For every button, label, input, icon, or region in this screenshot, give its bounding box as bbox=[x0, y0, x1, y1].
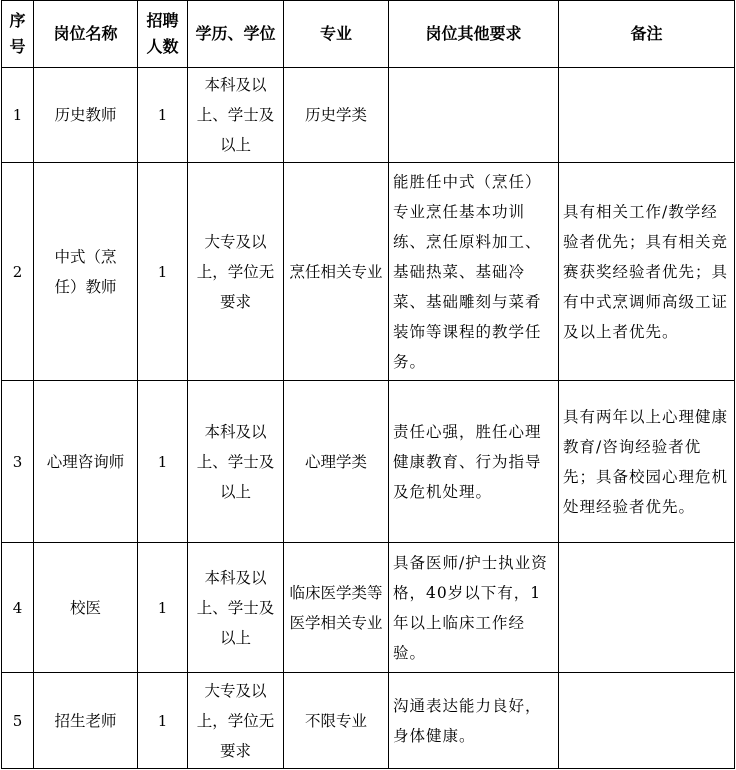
cell-seq: 2 bbox=[2, 163, 34, 381]
header-remarks: 备注 bbox=[559, 1, 735, 68]
cell-education: 本科及以上、学士及以上 bbox=[188, 543, 284, 673]
cell-count: 1 bbox=[138, 673, 188, 769]
cell-education: 本科及以上、学士及以上 bbox=[188, 381, 284, 543]
cell-remarks: 具有两年以上心理健康教育/咨询经验者优先；具备校园心理危机处理经验者优先。 bbox=[559, 381, 735, 543]
cell-count: 1 bbox=[138, 543, 188, 673]
cell-seq: 5 bbox=[2, 673, 34, 769]
cell-requirements: 具备医师/护士执业资格，40岁以下有，1年以上临床工作经验。 bbox=[389, 543, 559, 673]
cell-position: 历史教师 bbox=[34, 68, 138, 163]
header-major: 专业 bbox=[284, 1, 389, 68]
cell-requirements bbox=[389, 68, 559, 163]
cell-seq: 4 bbox=[2, 543, 34, 673]
cell-count: 1 bbox=[138, 68, 188, 163]
cell-major: 烹任相关专业 bbox=[284, 163, 389, 381]
cell-requirements: 能胜任中式（烹任）专业烹任基本功训练、烹任原料加工、基础热菜、基础冷菜、基础雕刻与菜肴装饰等课程的教学任务。 bbox=[389, 163, 559, 381]
cell-requirements: 沟通表达能力良好，身体健康。 bbox=[389, 673, 559, 769]
cell-seq: 3 bbox=[2, 381, 34, 543]
header-position: 岗位名称 bbox=[34, 1, 138, 68]
cell-count: 1 bbox=[138, 163, 188, 381]
cell-position: 心理咨询师 bbox=[34, 381, 138, 543]
cell-position: 中式（烹任）教师 bbox=[34, 163, 138, 381]
cell-position: 招生老师 bbox=[34, 673, 138, 769]
cell-education: 本科及以上、学士及以上 bbox=[188, 68, 284, 163]
cell-count: 1 bbox=[138, 381, 188, 543]
cell-major: 历史学类 bbox=[284, 68, 389, 163]
cell-major: 临床医学类等医学相关专业 bbox=[284, 543, 389, 673]
cell-remarks bbox=[559, 68, 735, 163]
header-count: 招聘人数 bbox=[138, 1, 188, 68]
cell-remarks bbox=[559, 543, 735, 673]
table-row bbox=[2, 673, 735, 769]
header-row bbox=[2, 1, 735, 68]
cell-position: 校医 bbox=[34, 543, 138, 673]
cell-remarks: 具有相关工作/教学经验者优先；具有相关竞赛获奖经验者优先；具有中式烹调师高级工证及以上者优先。 bbox=[559, 163, 735, 381]
header-seq: 序号 bbox=[2, 1, 34, 68]
cell-remarks bbox=[559, 673, 735, 769]
table-row bbox=[2, 543, 735, 673]
cell-seq: 1 bbox=[2, 68, 34, 163]
cell-major: 不限专业 bbox=[284, 673, 389, 769]
table-row bbox=[2, 381, 735, 543]
table-row bbox=[2, 163, 735, 381]
cell-requirements: 责任心强，胜任心理健康教育、行为指导及危机处理。 bbox=[389, 381, 559, 543]
cell-education: 大专及以上，学位无要求 bbox=[188, 163, 284, 381]
recruitment-table bbox=[1, 0, 735, 769]
header-education: 学历、学位 bbox=[188, 1, 284, 68]
header-requirements: 岗位其他要求 bbox=[389, 1, 559, 68]
cell-major: 心理学类 bbox=[284, 381, 389, 543]
table-row bbox=[2, 68, 735, 163]
cell-education: 大专及以上，学位无要求 bbox=[188, 673, 284, 769]
